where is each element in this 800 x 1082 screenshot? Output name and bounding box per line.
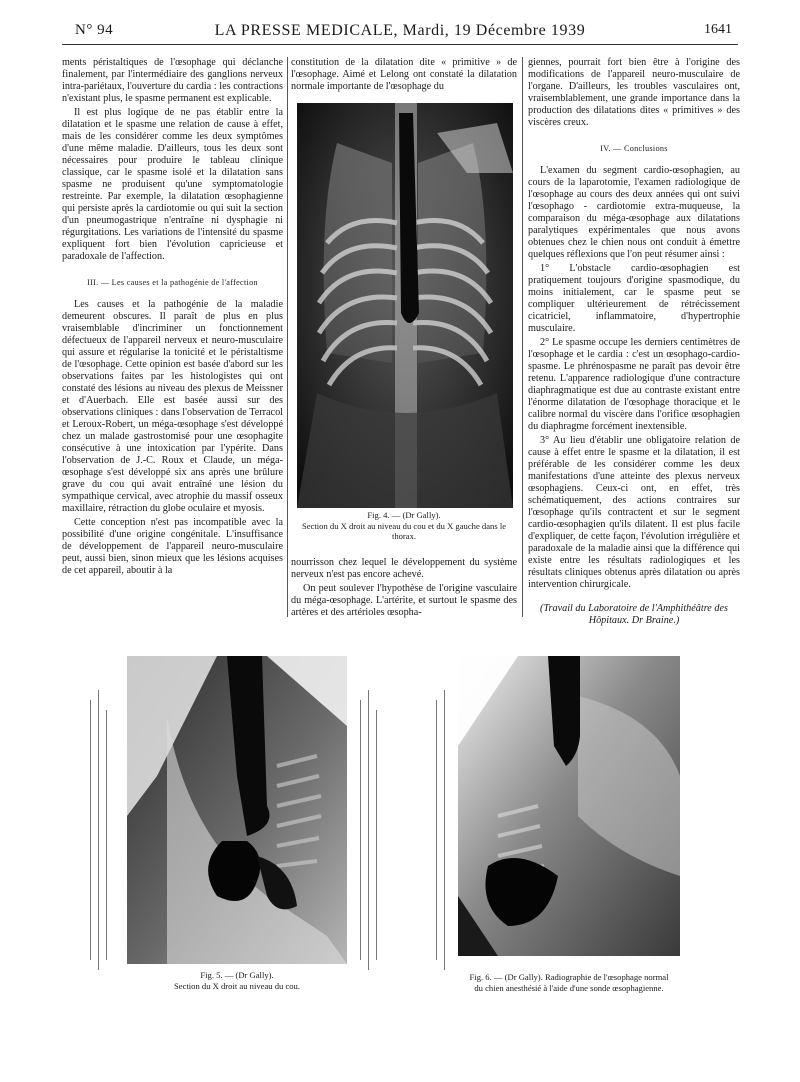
- paragraph: 3° Au lieu d'établir une obligatoire relation de cause à effet entre le spasme et la dilatation, il est préférable de les considérer comme les deux manifestations d'une atteinte des plexus nerveux œsophagiens. Ceux-ci ont, en effet, très schématiquement, des actions contraires sur l'œsophage qu'ils contractent et sur le segment cardio-œsophagien qu'ils dilatent. Il est plus facile d'expliquer, de cette façon, l'évolution irrégulière et paradoxale de la maladie ainsi que la différence qui existe entre les résultats radiologiques et les résultats cliniques obtenus après dilatation ou après intervention chirurgicale.: [528, 435, 740, 590]
- figure-5-radiograph: [127, 656, 347, 964]
- decorative-rule: [90, 700, 91, 960]
- section-heading-iii: III. — Les causes et la pathogénie de l'affection: [87, 278, 258, 287]
- decorative-rule: [368, 690, 369, 970]
- column-2-top: [291, 57, 517, 95]
- paragraph: Cette conception n'est pas incompatible avec la possibilité d'une origine congénitale. L'insuffisance de développement de l'appareil neuro-musculaire peut, aussi bien, sinon mieux que les lésions acquises de cet appareil, aboutir à la: [62, 517, 283, 576]
- decorative-rule: [98, 690, 99, 970]
- decorative-rule: [444, 690, 445, 970]
- decorative-rule: [360, 700, 361, 960]
- column-divider: [287, 57, 288, 617]
- page-number: 1641: [704, 22, 732, 37]
- paragraph: Les causes et la pathogénie de la maladie demeurent obscures. Il paraît de plus en plus vraisemblable d'incriminer un fonctionnement défectueux de l'appareil nerveux et neuro-musculaire qui assure et régularise la tonicité et le péristaltisme de l'œsophage. Cette opinion est basée d'abord sur les observations faites par les histologistes qui ont constaté des lésions au niveau des plexus de Meissner et d'Auerbach. Elle est basée aussi sur des observations cliniques : dans l'observation de Terracol et Leroux-Robert, un méga-œsophage s'est développé chez un malade gastrostomisé pour une œsophagite consécutive à une intoxication par l'ypérite. Dans l'observation de J.-C. Roux et Claude, un méga-œsophage s'est développé six ans après une brûlure grave du cou qui avait entraîné une lésion du sympathique cervical, avec atrophie du massif osseux maxillaire, rétraction du globe oculaire et myosis.: [62, 299, 283, 514]
- figure-5-title: Fig. 5. — (Dr Gally).: [200, 970, 274, 980]
- figure-6-title: Fig. 6. — (Dr Gally). Radiographie de l'œsophage normal: [469, 972, 669, 982]
- issue-number: N° 94: [75, 22, 114, 38]
- paragraph: constitution de la dilatation dite « primitive » de l'œsophage. Aimé et Lelong ont constaté la dilatation normale importante de l'œsophage du: [291, 57, 517, 92]
- column-divider: [522, 57, 523, 617]
- section-heading-iv: IV. — Conclusions: [600, 144, 668, 153]
- decorative-rule: [436, 700, 437, 960]
- header-rule: [62, 44, 738, 45]
- figure-6-caption: [450, 972, 688, 993]
- column-2-bottom: [291, 557, 517, 621]
- figure-4-caption: [291, 510, 517, 542]
- paragraph: Il est plus logique de ne pas établir entre la dilatation et le spasme une relation de cause à effet, mais de les considérer comme les deux symptômes d'une même maladie. D'ailleurs, tous les deux sont nécessaires pour produire le tableau clinique classique, car le spasme isolé et la dilatation sans spasme ne produisent qu'une symptomatologie restreinte. Par exemple, la dilatation œsophagienne qui persiste après la cardiotomie ou qui suit la section d'un pneumogastrique n'entraîne ni dysphagie ni régurgitations. Les variations de l'intensité du spasme expliquent fort bien l'évolution capricieuse et paradoxale de l'affection.: [62, 107, 283, 262]
- figure-4-description: Section du X droit au niveau du cou et du X gauche dans le thorax.: [301, 520, 507, 541]
- figure-6-radiograph: [458, 656, 680, 956]
- page-header: [0, 22, 800, 52]
- paragraph: On peut soulever l'hypothèse de l'origine vasculaire du méga-œsophage. L'artérite, et surtout le spasme des artères et des artérioles œsopha-: [291, 583, 517, 618]
- paragraph: ments péristaltiques de l'œsophage qui déclanche finalement, par l'intermédiaire des ganglions nerveux intra-pariétaux, l'ouverture du cardia : les contractions n'existant plus, le spasme permanent est explicable.: [62, 57, 283, 104]
- column-1: [62, 57, 283, 579]
- decorative-rule: [106, 710, 107, 960]
- paragraph: 1° L'obstacle cardio-œsophagien est pratiquement toujours d'origine spasmodique, du moins initialement, car le spasme peut se compliquer ultérieurement de rétrécissement cicatriciel, inflammatoire, d'hypertrophie musculaire.: [528, 263, 740, 334]
- figure-5-caption: [127, 970, 347, 991]
- figure-5-description: Section du X droit au niveau du cou.: [173, 980, 300, 991]
- journal-title: LA PRESSE MEDICALE, Mardi, 19 Décembre 1939: [214, 22, 586, 39]
- figure-4-title: Fig. 4. — (Dr Gally).: [367, 510, 441, 520]
- laboratory-note: (Travail du Laboratoire de l'Amphithéâtre des Hôpitaux. Dr Braine.): [540, 603, 728, 626]
- paragraph: 2° Le spasme occupe les derniers centimètres de l'œsophage et le cardia : c'est un œsophago-cardio-spasme. Le phrénospasme ne paraît pas devoir être retenu. L'apparence radiologique d'une contracture diaphragmatique est due au contraste existant entre l'énorme dilatation de l'œsophage thoracique et le calibre normal du viscère dans l'orifice œsophagien du diaphragme forcément inextensible.: [528, 337, 740, 432]
- figure-4-radiograph: [297, 103, 513, 508]
- figure-6-description: du chien anesthésié à l'aide d'une sonde œsophagienne.: [474, 982, 664, 993]
- paragraph: giennes, pourrait fort bien être à l'origine des modifications de l'appareil neuro-musculaire de l'organe. D'ailleurs, les troubles vasculaires ont, vraisemblablement, une grande importance dans la production des dilatations dites « primitives » des viscères creux.: [528, 57, 740, 128]
- decorative-rule: [376, 710, 377, 960]
- column-3: [528, 57, 740, 629]
- paragraph: L'examen du segment cardio-œsophagien, au cours de la laparotomie, l'examen radiologique de l'œsophage au cours des deux années qui ont suivi l'œsophago - cardiotomie extra-muqueuse, la comparaison du méga-œsophage aux dilatations paralytiques expérimentales que nous avons obtenues chez le chien nous ont conduit à émettre quelques réflexions que l'on peut résumer ainsi :: [528, 165, 740, 260]
- paragraph: nourrisson chez lequel le développement du système nerveux n'est pas encore achevé.: [291, 557, 517, 580]
